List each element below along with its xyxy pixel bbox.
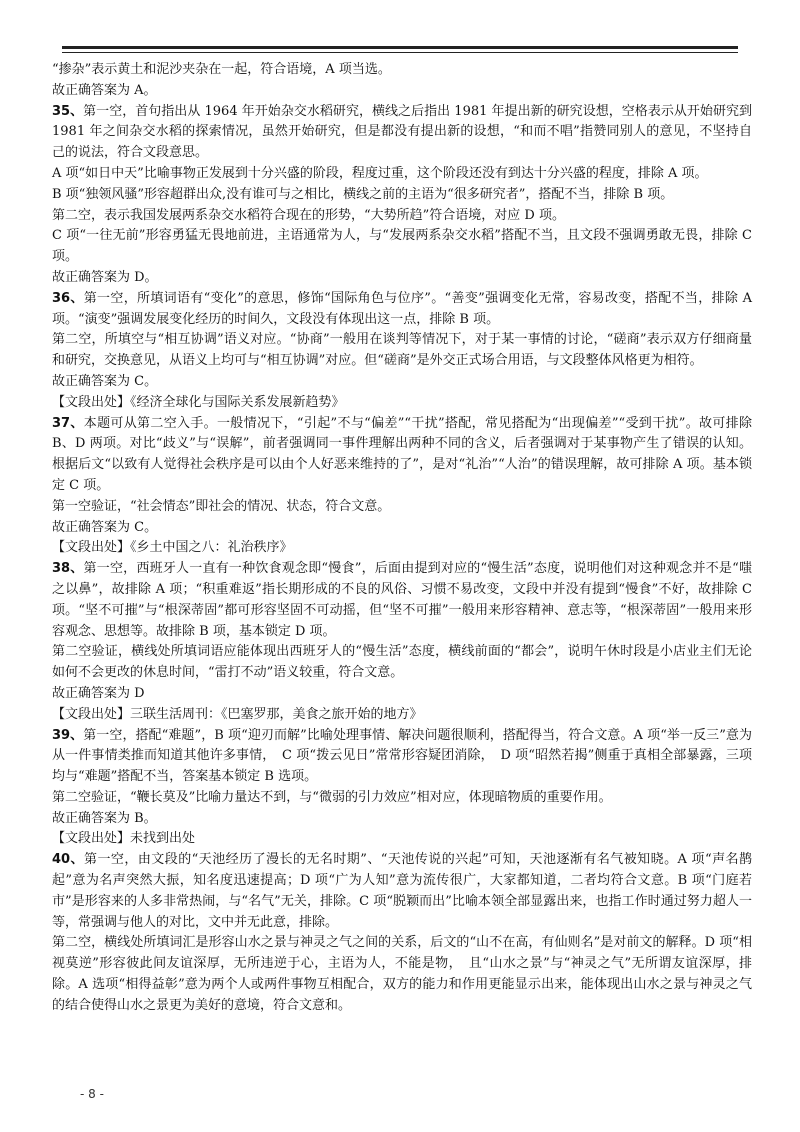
paragraph: 第一空验证，“社会情态”即社会的情况、状态，符合文意。 [52,498,391,514]
question-37: 37、本题可从第二空入手。一般情况下，“引起”不与“偏差”“干扰”搭配，常见搭配为“出现偏差”“受到干扰”。故可排除 B、D 两项。对比“歧义”与“误解”，前者强调同一事件理解出两种不同的含义，后者强调对于某事物产生了错误的认知。根据后文“以致有人觉得社会秩序是可以由个人好恶来维持的了”，是对“礼治”“人治”的错误理解，故可排除 A 项。基本锁定 C 项。 [52,415,753,493]
question-number: 40、 [52,852,85,868]
paragraph: 故正确答案为 D。 [52,269,158,285]
source-note: 【文段出处】三联生活周刊：《巴塞罗那，美食之旅开始的地方》 [52,706,423,722]
paragraph: 故正确答案为 C。 [52,373,158,389]
paragraph: 第二空，所填空与“相互协调”语义对应。“协商”一般用在谈判等情况下，对于某一事情的讨论，“磋商”表示双方仔细商量和研究，交换意见，从语义上均可与“相互协调”对应。但“磋商”是外交正式场合用语，与文段整体风格更为相符。 [52,332,752,369]
source-note: 【文段出处】《经济全球化与国际关系发展新趋势》 [52,394,345,410]
question-number: 36、 [52,290,84,306]
paragraph: 第二空验证，横线处所填词语应能体现出西班牙人的“慢生活”态度，横线前面的“都会”，说明午休时段是小店业主们无论如何不会更改的休息时间，“雷打不动”语义较重，符合文意。 [52,644,752,681]
question-number: 39、 [52,727,84,743]
paragraph: 第二空，横线处所填词汇是形容山水之景与神灵之气之间的关系，后文的“山不在高，有仙则名”是对前文的解释。D 项“相视莫逆”形容彼此间友谊深厚，无所违逆于心，主语为人，不能是物， 且“山水之景”与“神灵之气”无所谓友谊深厚，排除。A 选项“相得益彰”意为两个人或两件事物互相配合，双方的能力和作用更能显示出来，能体现出山水之景与神灵之气的结合使得山水之景更为美好的意境，符合文意和。 [52,935,752,1013]
question-number: 37、 [52,415,84,431]
paragraph: 第二空验证，“鞭长莫及”比喻力量达不到，与“微弱的引力效应”相对应，体现暗物质的重要作用。 [52,789,612,805]
page-number: - 8 - [80,1087,104,1101]
header-rule-thick [62,46,738,49]
paragraph: C 项“一往无前”形容勇猛无畏地前进，主语通常为人，与“发展两系杂交水稻”搭配不当，且文段不强调勇敢无畏，排除 C 项。 [52,228,752,265]
paragraph: 故正确答案为 B。 [52,810,157,826]
header-rule-thin [62,52,738,53]
paragraph: 故正确答案为 D [52,685,145,701]
paragraph: B 项“独领风骚”形容超群出众,没有谁可与之相比，横线之前的主语为“很多研究者”，搭配不当，排除 B 项。 [52,186,674,202]
question-38: 38、第一空，西班牙人一直有一种饮食观念即“慢食”，后面由提到对应的“慢生活”态度，说明他们对这种观念并不是“嗤之以鼻”，故排除 A 项；“积重难返”指长期形成的不良的风俗、习惯不易改变，文段中并没有提到“慢食”不好，故排除 C 项。“坚不可摧”与“根深蒂固”都可形容坚固不可动摇，但“坚不可摧”一般用来形容精神、意志等，“根深蒂固”一般用来形容观念、思想等。故排除 B 项，基本锁定 D 项。 [52,561,753,639]
question-number: 35、 [52,103,84,119]
paragraph: 故正确答案为 A。 [52,82,157,98]
source-note: 【文段出处】《乡土中国之八：礼治秩序》 [52,540,293,556]
paragraph: “掺杂”表示黄土和泥沙夹杂在一起，符合语境，A 项当选。 [52,62,391,77]
page-body [52,60,752,1017]
question-number: 38、 [52,561,84,577]
paragraph: A 项“如日中天”比喻事物正发展到十分兴盛的阶段，程度过重，这个阶段还没有到达十分兴盛的程度，排除 A 项。 [52,165,708,181]
source-note: 【文段出处】未找到出处 [52,831,196,847]
paragraph: 第二空，表示我国发展两系杂交水稻符合现在的形势，“大势所趋”符合语境，对应 D 项。 [52,207,565,223]
question-39: 39、第一空，搭配“难题”，B 项“迎刃而解”比喻处理事情、解决问题很顺利，搭配得当，符合文意。A 项“举一反三”意为从一件事情类推而知道其他许多事情， C 项“拨云见日”常常形容疑团消除， D 项“昭然若揭”侧重于真相全部暴露，三项均与“难题”搭配不当，答案基本锁定 B 选项。 [52,727,752,785]
question-40: 40、第一空，由文段的“天池经历了漫长的无名时期”、“天池传说的兴起”可知，天池逐渐有名气被知晓。A 项“声名鹊起”意为名声突然大振，知名度迅速提高；D 项“广为人知”意为流传很广，大家都知道，二者均符合文意。B 项“门庭若市”是形容来的人多非常热闹，与“名气”无关，排除。C 项“脱颖而出”比喻本领全部显露出来，也指工作时通过努力超人一等，常强调与他人的对比，文中并无此意，排除。 [52,852,752,930]
paragraph: 故正确答案为 C。 [52,519,158,535]
question-35: 35、第一空，首句指出从 1964 年开始杂交水稻研究，横线之后指出 1981 年提出新的研究设想，空格表示从开始研究到 1981 年之间杂交水稻的探索情况，虽然开始研究，但是都没有提出新的设想，“和而不唱”指赞同别人的意见，不坚持自己的说法，符合文段意思。 [52,103,752,161]
question-36: 36、第一空，所填词语有“变化”的意思，修饰“国际角色与位序”。“善变”强调变化无常，容易改变，搭配不当，排除 A 项。“演变”强调发展变化经历的时间久，文段没有体现出这一点，排除 B 项。 [52,290,752,327]
